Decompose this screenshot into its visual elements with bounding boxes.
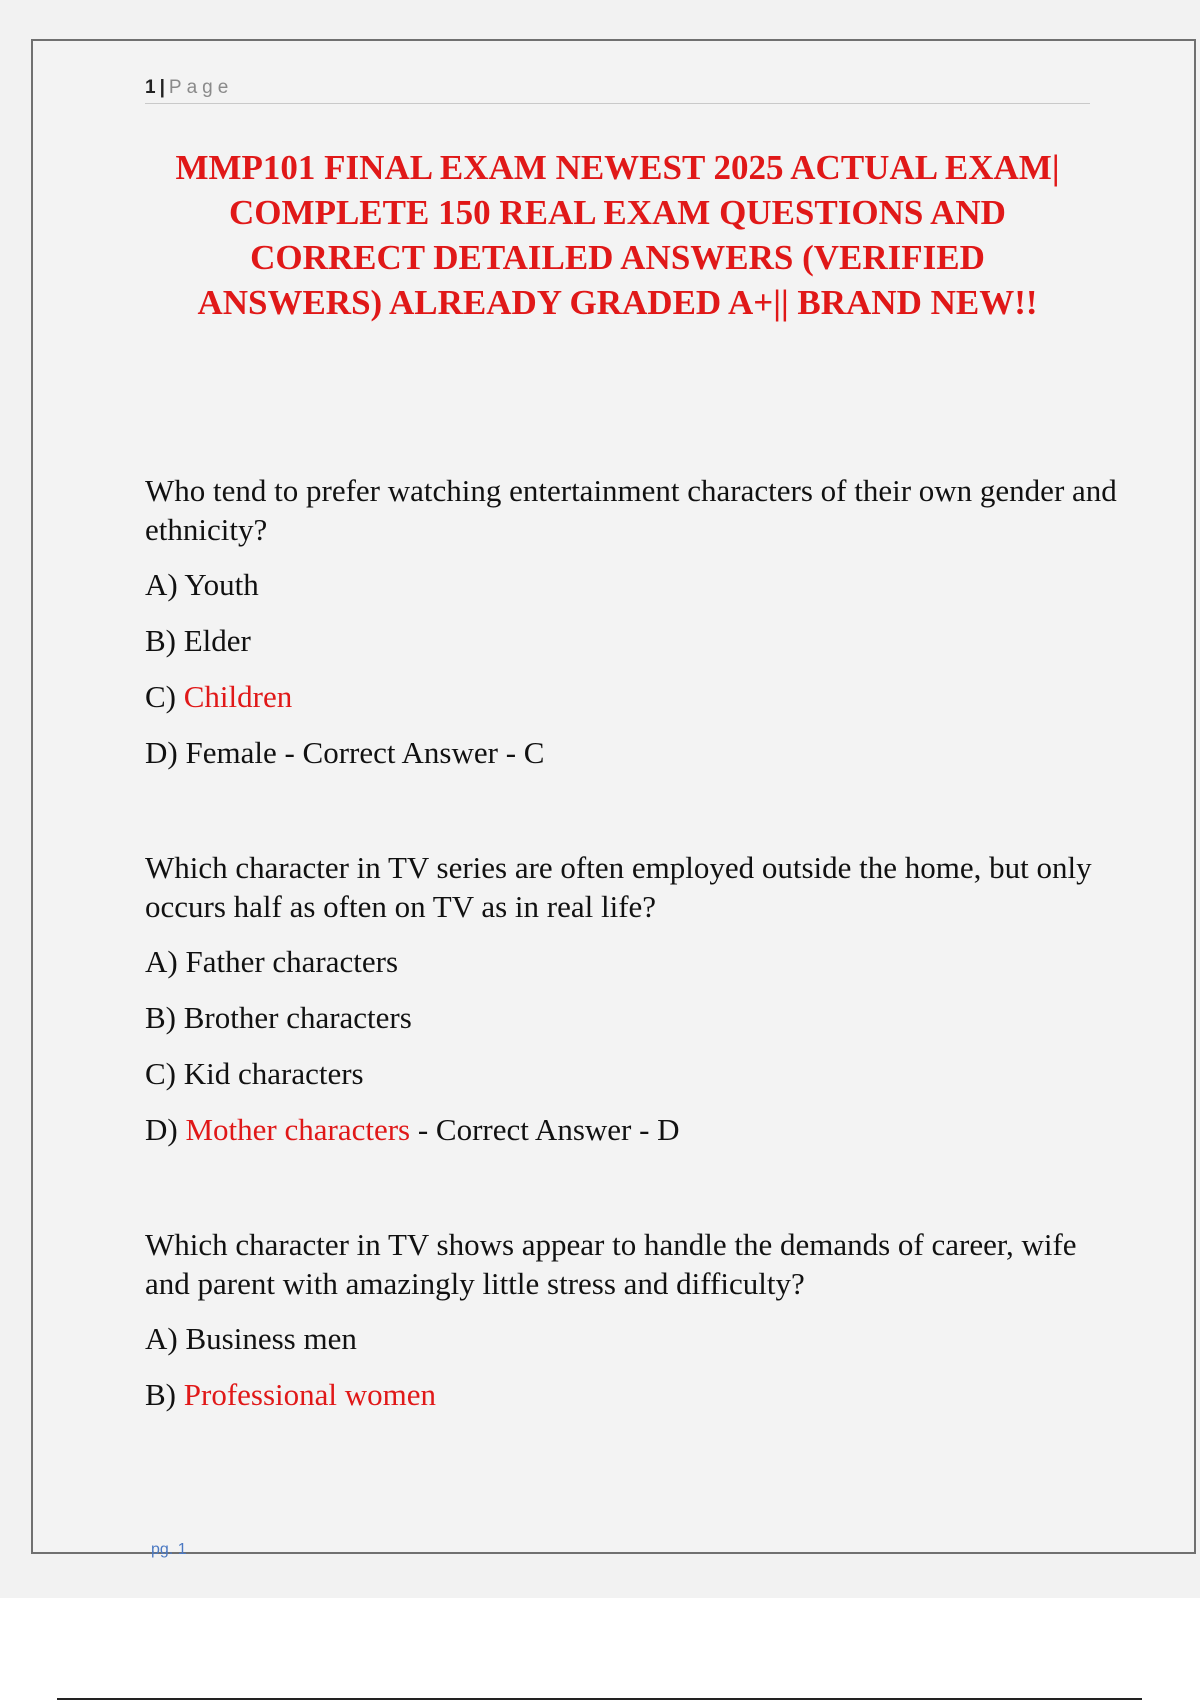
document-title xyxy=(145,145,1090,325)
option-d xyxy=(145,733,1125,773)
option-prefix: D) xyxy=(145,1112,178,1147)
title-line: CORRECT DETAILED ANSWERS (VERIFIED xyxy=(250,238,985,277)
title-line: MMP101 FINAL EXAM NEWEST 2025 ACTUAL EXAM| xyxy=(175,148,1060,187)
option-prefix: D) xyxy=(145,735,178,770)
question-block-3 xyxy=(145,1225,1125,1415)
correct-answer-note: - Correct Answer - C xyxy=(284,735,545,770)
title-line: ANSWERS) ALREADY GRADED A+|| BRAND NEW!! xyxy=(197,283,1038,322)
correct-answer-note: - Correct Answer - D xyxy=(417,1112,680,1147)
option-text: Youth xyxy=(184,567,259,602)
option-b xyxy=(145,998,1125,1038)
option-a xyxy=(145,1319,1125,1359)
option-text: Brother characters xyxy=(183,1000,412,1035)
option-prefix: C) xyxy=(145,679,176,714)
option-prefix: C) xyxy=(145,1056,176,1091)
option-a xyxy=(145,565,1125,605)
option-b xyxy=(145,621,1125,661)
correct-option-text: Mother characters xyxy=(185,1112,411,1147)
question-block-2 xyxy=(145,848,1125,1150)
option-text: Female xyxy=(185,735,277,770)
option-text: Business men xyxy=(185,1321,357,1356)
question-text: Who tend to prefer watching entertainment characters of their own gender and ethnicity? xyxy=(145,473,1117,547)
header-separator: | xyxy=(159,77,165,98)
option-prefix: B) xyxy=(145,623,176,658)
question-text: Which character in TV series are often employed outside the home, but only occurs half as often on TV as in real life? xyxy=(145,850,1092,924)
option-d xyxy=(145,1110,1125,1150)
option-c xyxy=(145,677,1125,717)
question-text: Which character in TV shows appear to handle the demands of career, wife and parent with amazingly little stress and difficulty? xyxy=(145,1227,1077,1301)
option-prefix: A) xyxy=(145,567,178,602)
option-prefix: A) xyxy=(145,944,178,979)
correct-option-text: Professional women xyxy=(183,1377,437,1412)
page-header xyxy=(145,77,1090,104)
option-text: Kid characters xyxy=(183,1056,364,1091)
option-c xyxy=(145,1054,1125,1094)
document-page xyxy=(31,39,1196,1558)
option-prefix: A) xyxy=(145,1321,178,1356)
option-b xyxy=(145,1375,1125,1415)
option-text: Elder xyxy=(183,623,251,658)
page-footer-label: pg. 1 xyxy=(151,1541,187,1558)
correct-option-text: Children xyxy=(183,679,293,714)
title-line: COMPLETE 150 REAL EXAM QUESTIONS AND xyxy=(229,193,1006,232)
option-text: Father characters xyxy=(185,944,399,979)
option-a xyxy=(145,942,1125,982)
question-block-1 xyxy=(145,471,1125,773)
header-page-word: Page xyxy=(168,77,234,98)
option-prefix: B) xyxy=(145,1377,176,1412)
header-page-number: 1 xyxy=(145,77,156,98)
option-prefix: B) xyxy=(145,1000,176,1035)
